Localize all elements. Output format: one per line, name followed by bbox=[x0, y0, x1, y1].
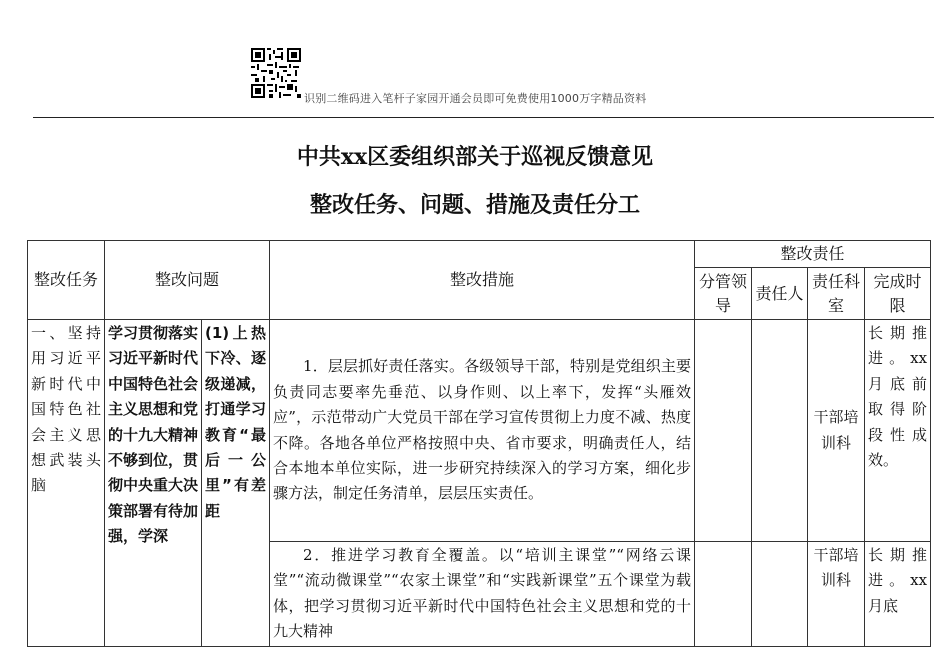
leader-cell bbox=[695, 542, 752, 647]
task-table bbox=[27, 240, 931, 647]
measure-cell: 1．层层抓好责任落实。各级领导干部，特别是党组织主要负责同志要率先垂范、以身作则、以上率下，发挥“头雁效应”，示范带动广大党员干部在学习宣传贯彻上力度不减、热度不降。各地各单位严格按照中央、省市要求，明确责任人，结合本地本单位实际，进一步研究持续深入的学习方案，细化步骤方法，制定任务清单，层层压实责任。 bbox=[270, 320, 695, 542]
deadline-cell: 长期推进。xx月底前取得阶段性成效。 bbox=[865, 320, 931, 542]
header-measures: 整改措施 bbox=[270, 241, 695, 320]
header-person: 责任人 bbox=[752, 268, 808, 320]
header-rule bbox=[33, 117, 934, 118]
task-cell: 一、坚持用习近平新时代中国特色社会主义思想武装头脑 bbox=[28, 320, 105, 647]
problem-sub-cell: (1)上热下冷、逐级递减，打通学习教育“最后一公里”有差距 bbox=[202, 320, 270, 647]
measure-cell: 2．推进学习教育全覆盖。以“培训主课堂”“网络云课堂”“流动微课堂”“农家土课堂”和“实践新课堂”五个课堂为载体，把学习贯彻习近平新时代中国特色社会主义思想和党的十九大精神 bbox=[270, 542, 695, 647]
document-title-line1: 中共xx区委组织部关于巡视反馈意见 bbox=[296, 144, 654, 170]
header-problem: 整改问题 bbox=[105, 241, 270, 320]
qr-code-icon bbox=[251, 48, 301, 98]
person-cell bbox=[752, 542, 808, 647]
leader-cell bbox=[695, 320, 752, 542]
banner-text: 识别二维码进入笔杆子家园开通会员即可免费使用1000万字精品资料 bbox=[304, 92, 647, 105]
problem-main-cell: 学习贯彻落实习近平新时代中国特色社会主义思想和党的十九大精神不够到位，贯彻中央重大决策部署有待加强，学深 bbox=[105, 320, 202, 647]
header-leader: 分管领导 bbox=[695, 268, 752, 320]
dept-cell: 干部培训科 bbox=[808, 542, 865, 647]
document-title-line2: 整改任务、问题、措施及责任分工 bbox=[309, 192, 640, 218]
person-cell bbox=[752, 320, 808, 542]
header-task: 整改任务 bbox=[28, 241, 105, 320]
deadline-cell: 长期推进。xx月底 bbox=[865, 542, 931, 647]
header-responsibility: 整改责任 bbox=[695, 241, 931, 268]
header-deadline: 完成时限 bbox=[865, 268, 931, 320]
header-dept: 责任科室 bbox=[808, 268, 865, 320]
dept-cell: 干部培训科 bbox=[808, 320, 865, 542]
